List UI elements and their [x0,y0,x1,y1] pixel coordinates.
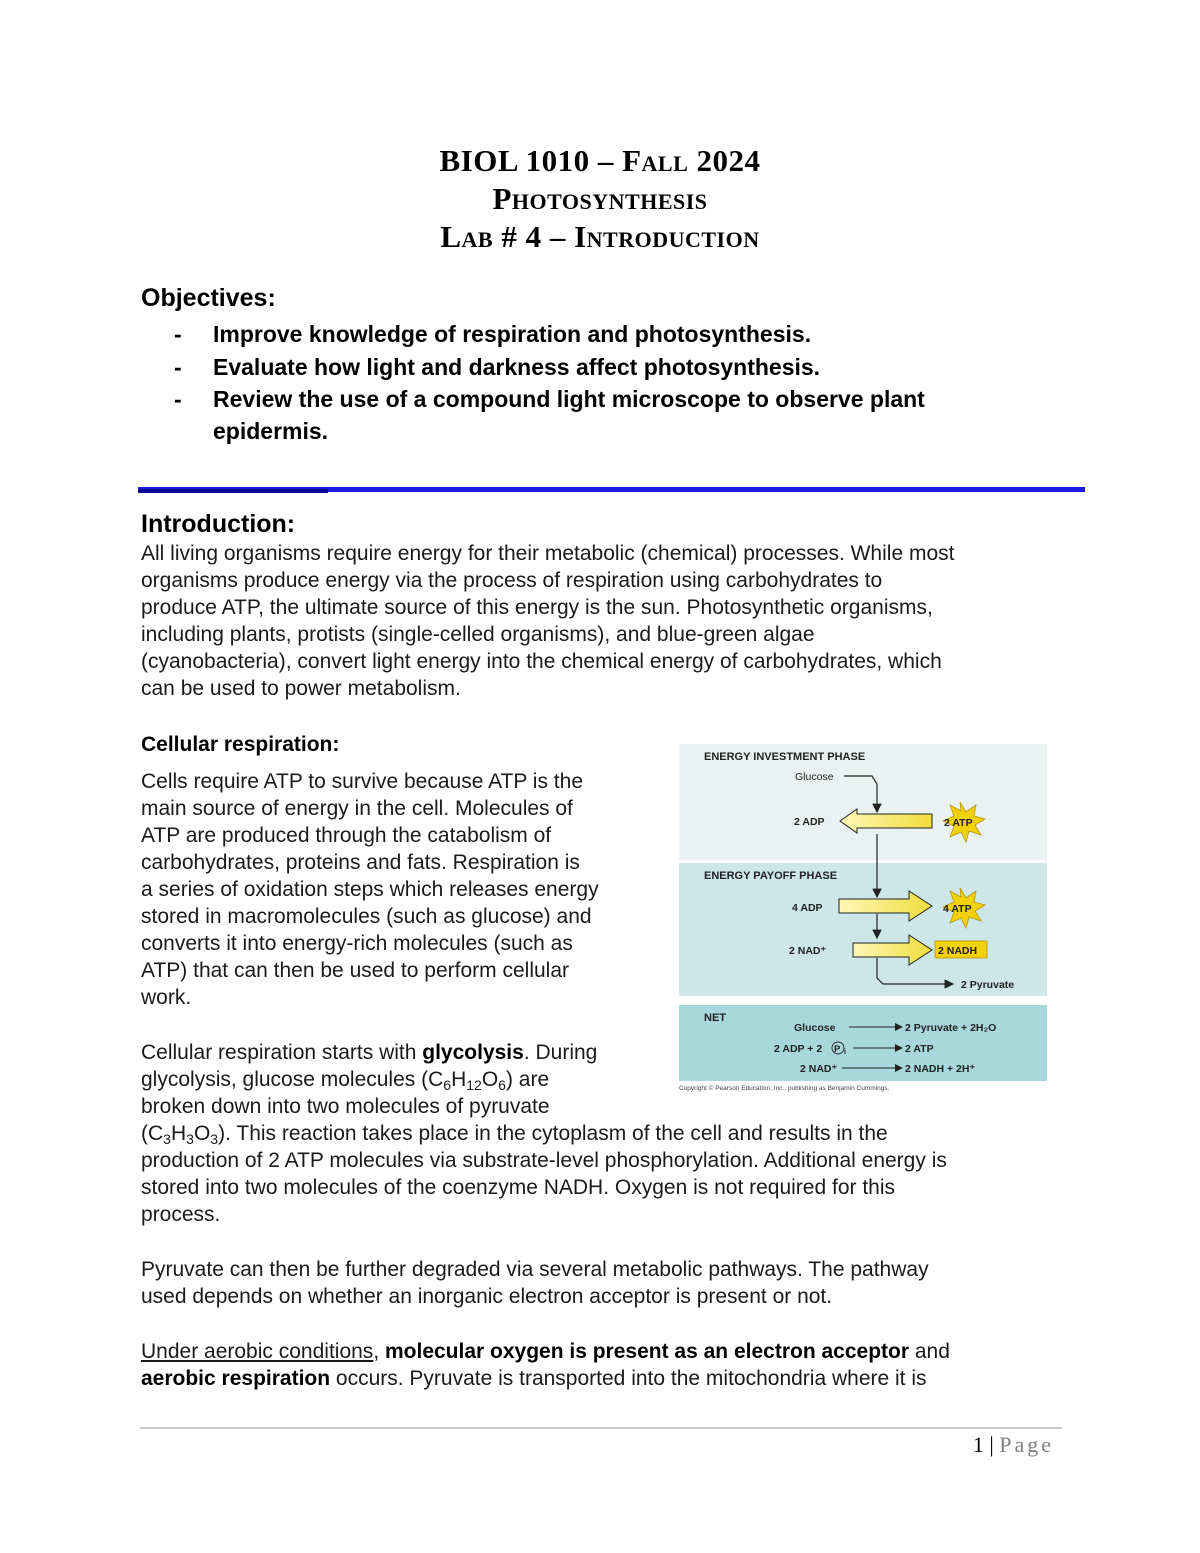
atp4-label: 4 ATP [943,903,972,915]
glycolysis-line: broken down into two molecules of pyruvate [141,1095,550,1118]
intro-line: (cyanobacteria), convert light energy into the chemical energy of carbohydrates, which [141,650,942,673]
net-adp-label: 2 ADP + 2 [774,1043,823,1055]
respiration-line: ATP) that can then be used to perform cellular [141,959,569,982]
objective-text: Evaluate how light and darkness affect photosynthesis. [213,354,821,380]
phosphate-label: P [834,1044,841,1055]
aerobic-conditions-term: Under aerobic conditions [141,1340,374,1363]
net-label: NET [704,1012,726,1024]
footer-rule [140,1427,1062,1429]
objective-text: Improve knowledge of respiration and photosynthesis. [213,321,812,347]
respiration-line: work. [141,986,192,1009]
objectives-heading: Objectives: [141,284,276,312]
nadh2-label: 2 NADH [938,945,978,957]
title-topic: Photosynthesis [492,181,708,216]
glycolysis-line: Cellular respiration starts with glycolysis. During [141,1041,598,1064]
adp4-label: 4 ADP [792,902,823,914]
pyruvate-line: used depends on whether an inorganic electron acceptor is present or not. [141,1285,833,1308]
title-lab: Lab # 4 – Introduction [440,219,760,254]
glycolysis-line: production of 2 ATP molecules via substrate-level phosphorylation. Additional energy is [141,1149,947,1172]
net-result-1: 2 Pyruvate + 2H₂O [905,1022,997,1034]
bullet-dash: - [174,386,182,412]
nad2-label: 2 NAD⁺ [789,945,827,957]
glycolysis-line: $(C_3H_3O_3)$. This reaction takes place in the cytoplasm of the cell and results in the [141,1122,888,1147]
payoff-panel [679,863,1047,996]
objective-text: epidermis. [213,418,329,444]
adp2-label: 2 ADP [794,816,825,828]
pyruvate-label: 2 Pyruvate [961,979,1015,991]
respiration-line: ATP are produced through the catabolism of [141,824,552,847]
respiration-line: main source of energy in the cell. Molecules of [141,797,573,820]
phosphate-sub: i [844,1049,846,1056]
aerobic-line: aerobic respiration occurs. Pyruvate is transported into the mitochondria where it is [141,1367,927,1390]
intro-line: including plants, protists (single-celled organisms), and blue-green algae [141,623,815,646]
page-number: 1 [972,1432,984,1457]
intro-line: All living organisms require energy for their metabolic (chemical) processes. While most [141,542,955,565]
introduction-heading: Introduction: [141,510,296,538]
glycolysis-line: process. [141,1203,221,1226]
net-glucose-label: Glucose [794,1022,836,1034]
title-course: BIOL 1010 – Fall 2024 [439,143,761,178]
respiration-line: carbohydrates, proteins and fats. Respiration is [141,851,580,874]
intro-line: can be used to power metabolism. [141,677,461,700]
glucose-label: Glucose [795,771,834,783]
respiration-line: converts it into energy-rich molecules (such as [141,932,573,955]
section-divider-accent [138,489,328,493]
page-footer [900,1432,1054,1458]
net-result-2: 2 ATP [905,1043,934,1055]
pyruvate-line: Pyruvate can then be further degraded via several metabolic pathways. The pathway [141,1258,929,1281]
figure-copyright: Copyright © Pearson Education, Inc., publishing as Benjamin Cummings. [679,1085,890,1092]
aerobic-line: Under aerobic conditions, molecular oxygen is present as an electron acceptor and [141,1340,950,1363]
glycolysis-figure [677,742,1047,1094]
glycolysis-line: glycolysis, glucose molecules $(C_6H_{12}O_6)$ are [141,1068,550,1093]
respiration-line: Cells require ATP to survive because ATP is the [141,770,583,793]
respiration-line: stored in macromolecules (such as glucose) and [141,905,592,928]
net-panel [679,1005,1047,1081]
page-label: Page [999,1432,1054,1457]
phase-investment-label: ENERGY INVESTMENT PHASE [704,751,866,763]
glycolysis-line: stored into two molecules of the coenzyme NADH. Oxygen is not required for this [141,1176,896,1199]
net-result-3: 2 NADH + 2H⁺ [905,1063,976,1075]
intro-line: organisms produce energy via the process of respiration using carbohydrates to [141,569,883,592]
glycolysis-term: glycolysis [422,1041,524,1064]
respiration-heading: Cellular respiration: [141,733,340,756]
bullet-dash: - [174,354,182,380]
respiration-line: a series of oxidation steps which releases energy [141,878,599,901]
objective-text: Review the use of a compound light microscope to observe plant [213,386,925,412]
phase-payoff-label: ENERGY PAYOFF PHASE [704,870,838,882]
intro-line: produce ATP, the ultimate source of this energy is the sun. Photosynthetic organisms, [141,596,933,619]
net-nad-label: 2 NAD⁺ [800,1063,838,1075]
page-separator: | [983,1432,1000,1457]
bullet-dash: - [174,321,182,347]
atp2-label: 2 ATP [944,817,973,829]
aerobic-respiration-term: aerobic respiration [141,1367,331,1390]
